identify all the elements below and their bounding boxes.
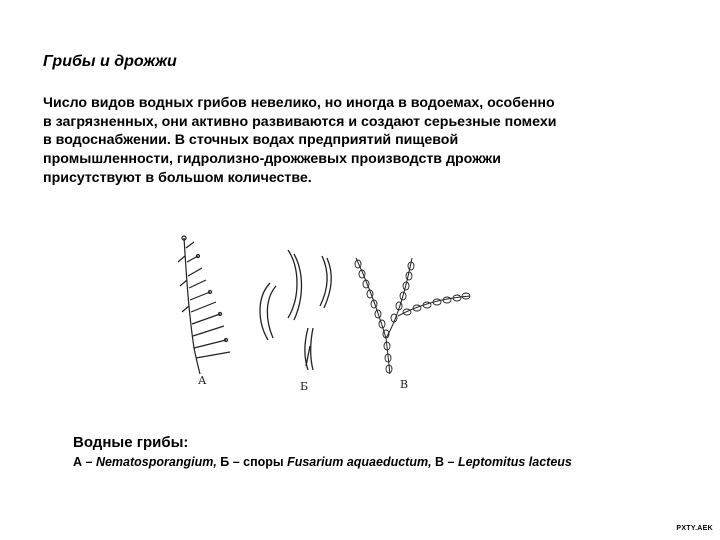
- caption-part2-prefix: Б – споры: [216, 455, 288, 469]
- caption-part3-name: Leptomitus lacteus: [457, 455, 572, 469]
- caption-text: [73, 455, 572, 469]
- body-paragraph: [43, 94, 643, 188]
- paragraph-line: присутствуют в большом количестве.: [43, 169, 312, 186]
- paragraph-line: в водоснабжении. В сточных водах предприятий пищевой: [43, 132, 459, 149]
- leptomitus-drawing: [355, 258, 470, 374]
- caption-part2-name: Fusarium aquaeductum,: [287, 455, 432, 469]
- paragraph-line: в загрязненных, они активно развиваются и создают серьезные помехи: [43, 113, 557, 130]
- caption-part3-prefix: В –: [431, 455, 458, 469]
- caption-part1-name: Nematosporangium,: [95, 455, 217, 469]
- fungi-illustration: [160, 228, 490, 398]
- caption-part1-prefix: А –: [73, 455, 96, 469]
- figure-label-a: А: [198, 374, 207, 387]
- figure-label-b: Б: [300, 380, 309, 393]
- paragraph-line: Число видов водных грибов невелико, но иногда в водоемах, особенно: [43, 95, 555, 111]
- caption-title: Водные грибы:: [73, 434, 189, 451]
- nematosporangium-drawing: [178, 236, 230, 374]
- footer-text: PXTY.AEK: [676, 525, 713, 532]
- slide-title: Грибы и дрожжи: [43, 53, 177, 70]
- figure-label-c: В: [400, 378, 409, 391]
- paragraph-line: промышленности, гидролизно-дрожжевых производств дрожжи: [43, 151, 501, 168]
- fusarium-spores-drawing: [260, 250, 331, 370]
